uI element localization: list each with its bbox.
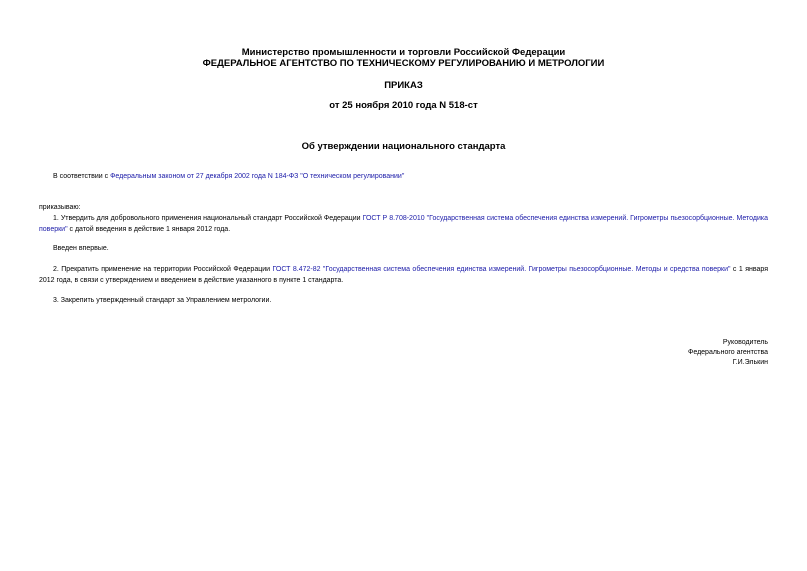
signatory-name: Г.И.Элькин (732, 359, 768, 366)
document-type: ПРИКАЗ (384, 80, 423, 91)
item-1-suffix: с датой введения в действие 1 января 2012 года. (67, 226, 231, 233)
introduced-first-note: Введен впервые. (53, 245, 109, 252)
basis-paragraph (53, 171, 768, 182)
document-date-number: от 25 ноября 2010 года N 518-ст (329, 100, 478, 111)
gost-r-8-708-2010-link[interactable]: ГОСТ Р 8.708-2010 "Государственная система обеспечения единства измерений. Гигрометры пьезосорбционные. Методика поверки" (39, 215, 768, 233)
document-title: Об утверждении национального стандарта (301, 141, 506, 152)
item-1-prefix: 1. Утвердить для добровольного применения национальный стандарт Российской Федерации (53, 215, 363, 222)
item-2-suffix: с 1 января 2012 года, в связи с утверждением и введением в действие указанного в пункте 1 стандарта. (39, 266, 768, 284)
agency-name: ФЕДЕРАЛЬНОЕ АГЕНТСТВО ПО ТЕХНИЧЕСКОМУ РЕГУЛИРОВАНИЮ И МЕТРОЛОГИИ (202, 58, 605, 69)
item-1-paragraph (39, 213, 768, 235)
signatory-agency: Федерального агентства (688, 349, 768, 356)
signatory-position: Руководитель (722, 339, 768, 346)
federal-law-link[interactable]: Федеральным законом от 27 декабря 2002 года N 184-ФЗ "О техническом регулировании" (110, 173, 405, 180)
document-header (0, 47, 807, 69)
item-2-prefix: 2. Прекратить применение на территории Российской Федерации (53, 266, 273, 273)
item-3-paragraph: 3. Закрепить утвержденный стандарт за Управлением метрологии. (53, 297, 272, 304)
item-2-paragraph (39, 264, 768, 286)
order-word: приказываю: (39, 204, 81, 211)
basis-prefix: В соответствии с (53, 173, 111, 180)
ministry-name: Министерство промышленности и торговли Российской Федерации (241, 47, 566, 58)
gost-8-472-82-link[interactable]: ГОСТ 8.472-82 "Государственная система обеспечения единства измерений. Гигрометры пьезосорбционные. Методы и средства поверки" (272, 266, 731, 273)
